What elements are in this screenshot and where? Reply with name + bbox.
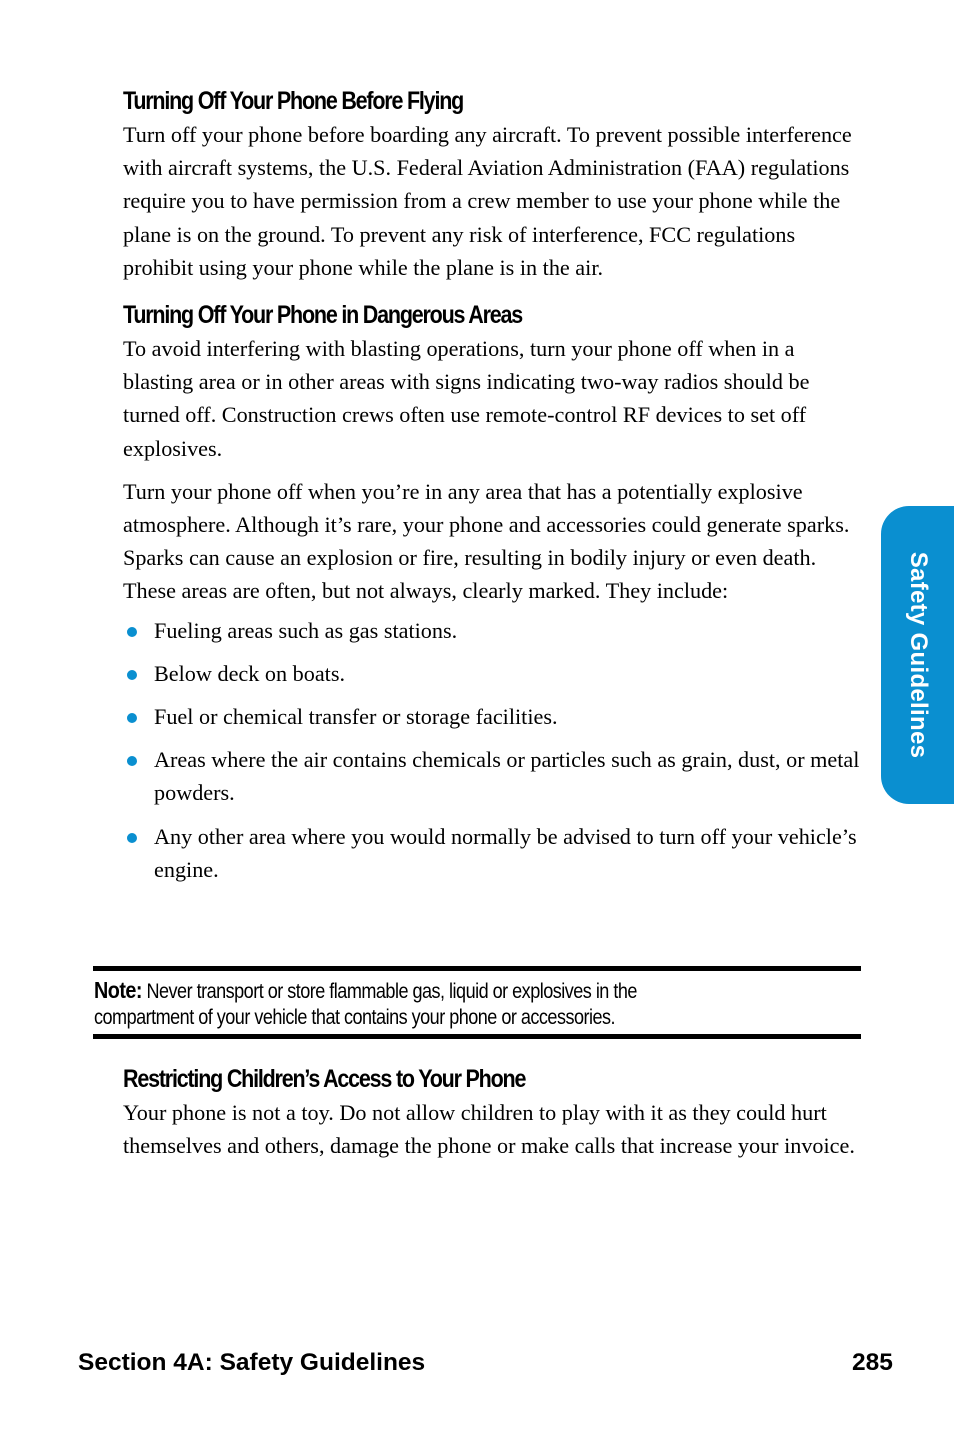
list-item	[123, 743, 863, 809]
paragraph-children-access: Your phone is not a toy. Do not allow children to play with it as they could hurt themselves and others, damage the phone or make calls that increase your invoice.	[123, 1100, 855, 1159]
bullet-dot-icon	[127, 713, 137, 723]
paragraph-blasting: To avoid interfering with blasting operations, turn your phone off when in a blasting area or in other areas with signs indicating two-way radios should be turned off. Construction crews often use remote-control RF devices to set off explosives.	[123, 336, 810, 461]
footer-page-number: 285	[852, 1349, 893, 1376]
bullet-dot-icon	[127, 670, 137, 680]
note-box	[93, 966, 861, 1039]
list-item	[123, 657, 863, 690]
bullet-dot-icon	[127, 756, 137, 766]
list-item-text: Fuel or chemical transfer or storage facilities.	[154, 704, 558, 730]
footer-section-title: Section 4A: Safety Guidelines	[78, 1349, 426, 1376]
bullet-dot-icon	[127, 833, 137, 843]
heading-children-access: Restricting Children’s Access to Your Phone	[123, 1065, 526, 1093]
list-item	[123, 820, 863, 886]
note-text-1: Never transport or store flammable gas, liquid or explosives in the	[146, 980, 637, 1003]
spacer	[123, 465, 863, 475]
list-item-text: Fueling areas such as gas stations.	[154, 617, 458, 643]
note-text-2: compartment of your vehicle that contains your phone or accessories.	[94, 1006, 616, 1029]
note-line-1	[94, 977, 754, 1005]
bullet-dot-icon	[127, 627, 137, 637]
note-line-2	[94, 1005, 754, 1031]
children-access-section	[123, 1062, 863, 1162]
dangerous-areas-list	[123, 614, 863, 886]
side-tab-label: Safety Guidelines	[904, 551, 932, 759]
spacer	[123, 284, 863, 294]
main-content	[123, 84, 863, 896]
heading-dangerous-areas: Turning Off Your Phone in Dangerous Areas	[123, 301, 522, 330]
section-side-tab	[881, 506, 954, 804]
list-item-text: Any other area where you would normally be advised to turn off your vehicle’s engine.	[154, 823, 857, 882]
list-item-text: Below deck on boats.	[154, 660, 346, 686]
list-item	[123, 700, 863, 733]
list-item	[123, 614, 863, 647]
note-label: Note:	[94, 977, 142, 1003]
paragraph-before-flying: Turn off your phone before boarding any aircraft. To prevent possible interference with aircraft systems, the U.S. Federal Aviation Administration (FAA) regulations require you to have permission from a crew member to use your phone while the plane is on the ground. To prevent any risk of interference, FCC regulations prohibit using your phone while the plane is in the air.	[123, 122, 852, 280]
heading-before-flying: Turning Off Your Phone Before Flying	[123, 87, 464, 115]
list-item-text: Areas where the air contains chemicals or particles such as grain, dust, or metal powders.	[154, 747, 860, 806]
paragraph-explosive-atmosphere: Turn your phone off when you’re in any area that has a potentially explosive atmosphere. Although it’s rare, your phone and accessories could generate sparks. Sparks can cause an explosion or fire, resulting in bodily injury or even death. These areas are often, but not always, clearly marked. They include:	[123, 478, 850, 604]
